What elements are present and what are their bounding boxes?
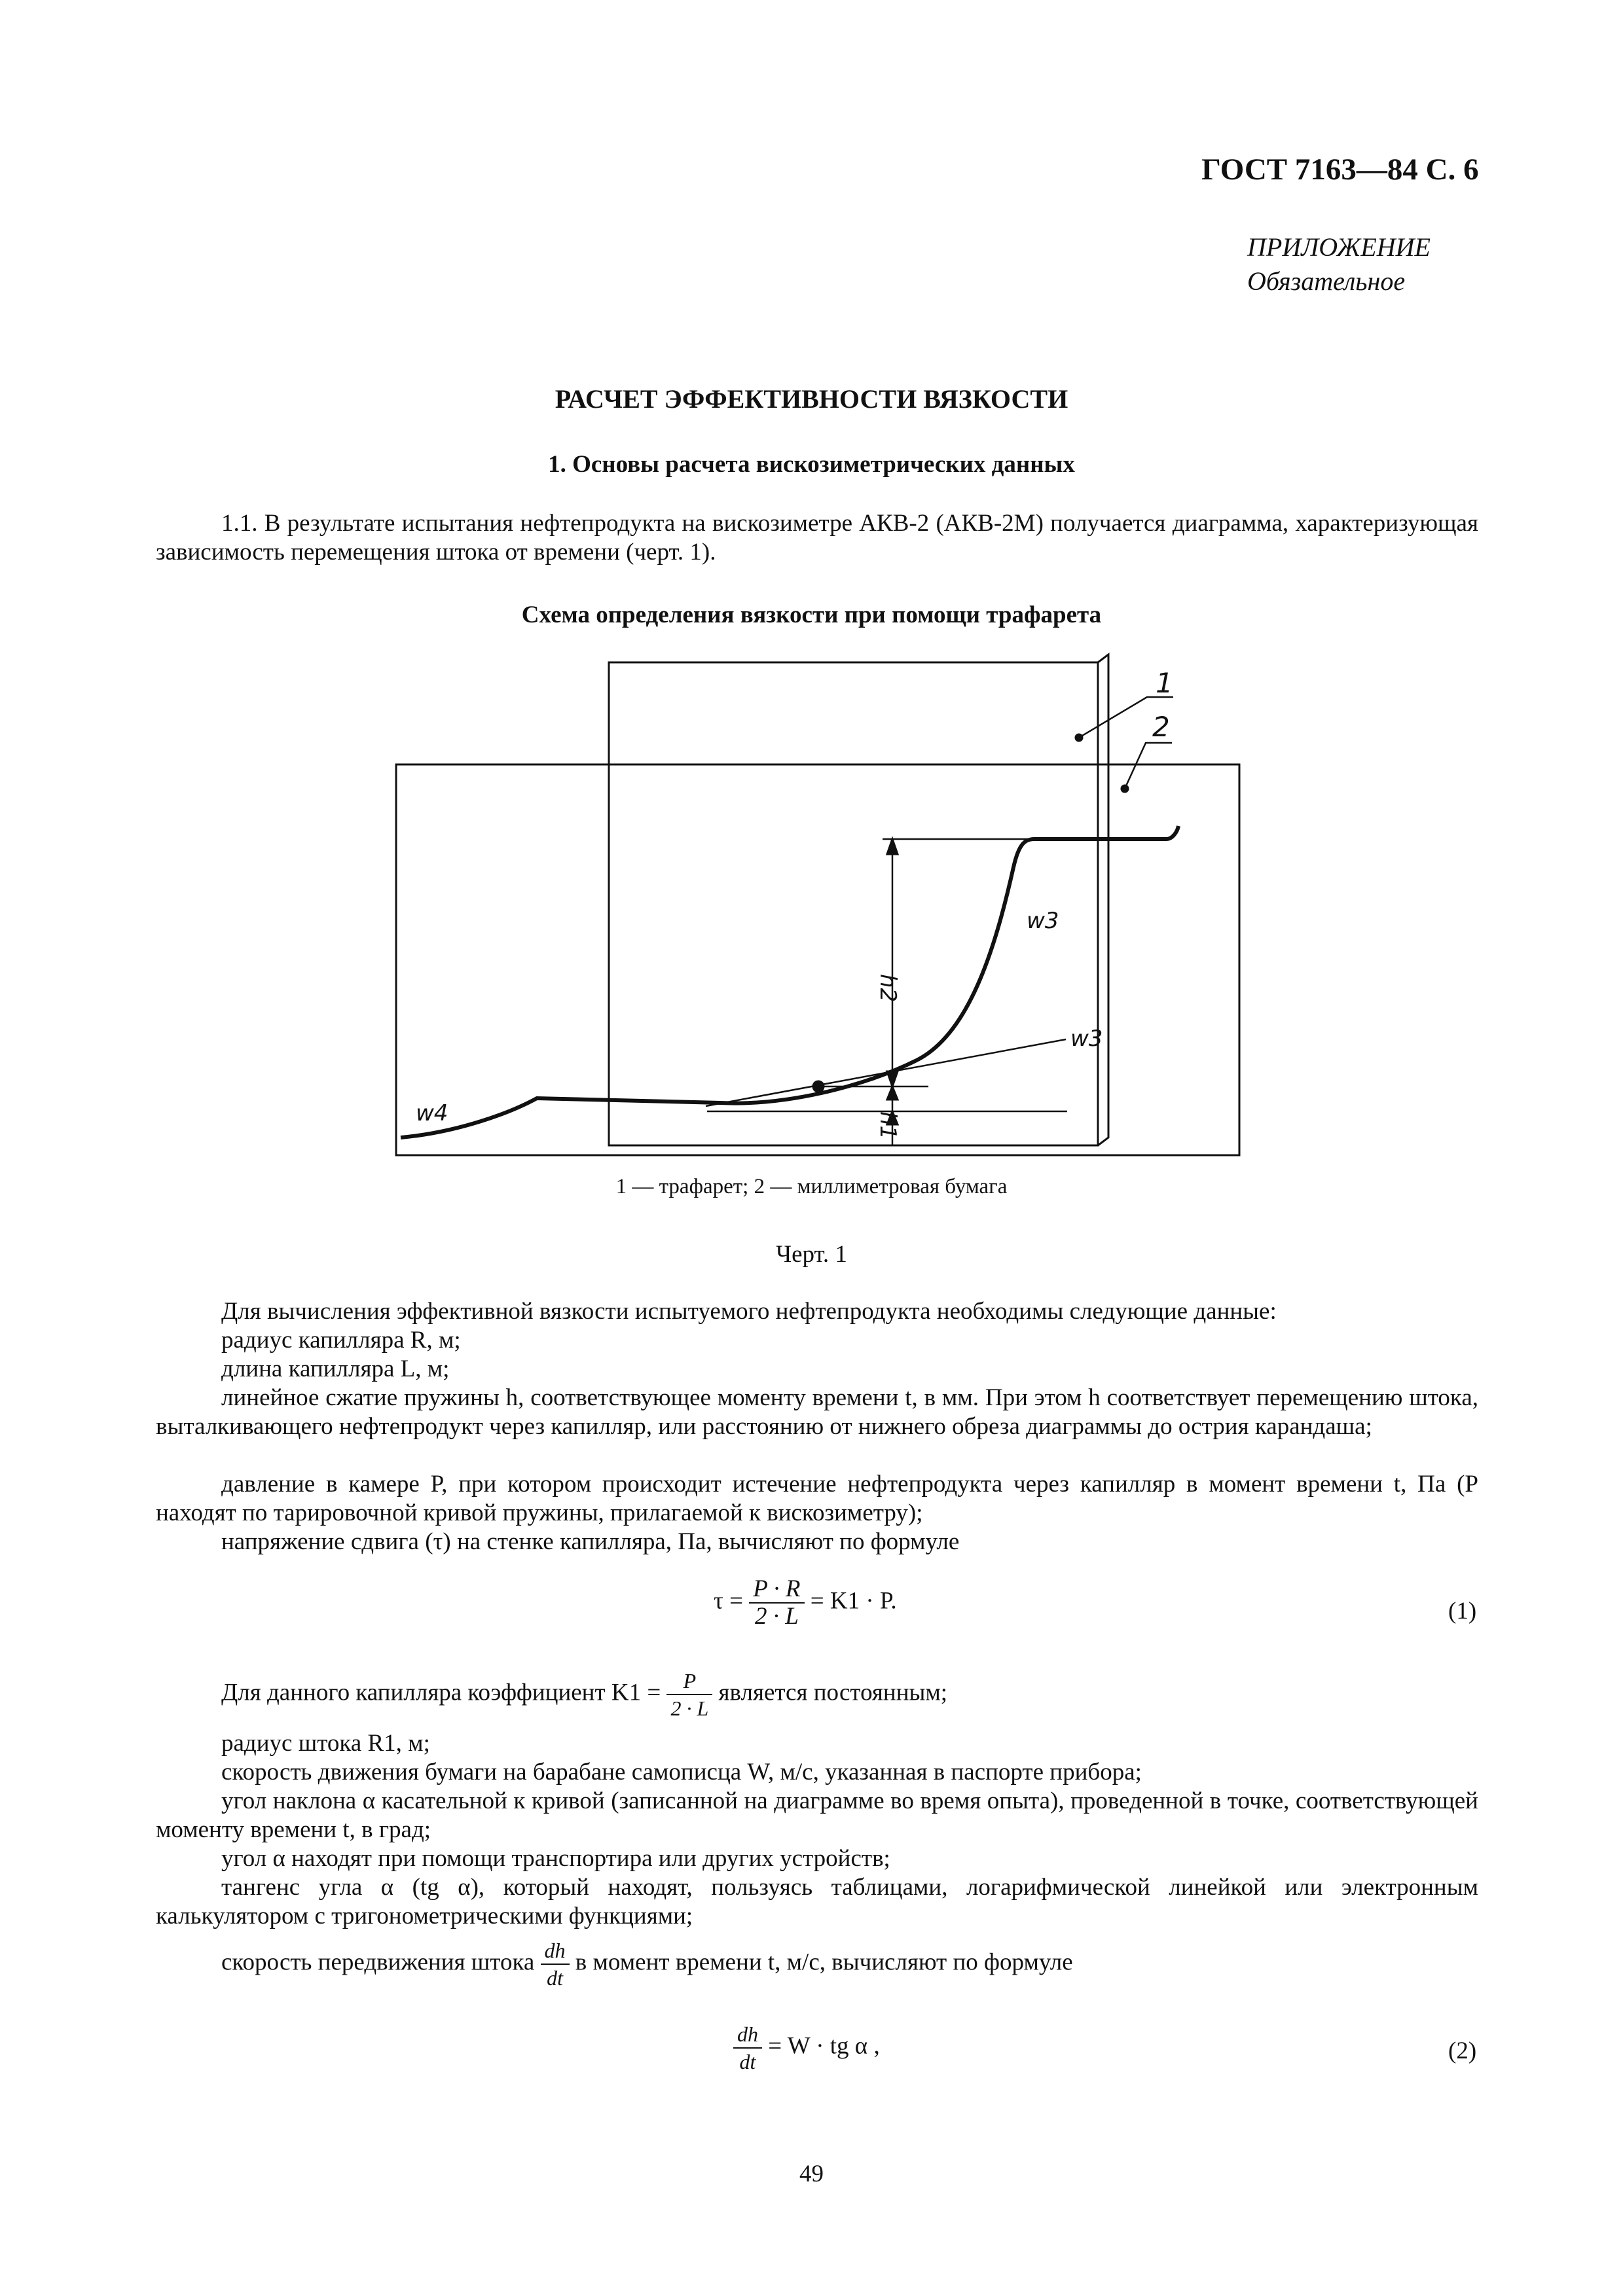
paragraph-tangent: тангенс угла α (tg α), который находят, пользуясь таблицами, логарифмической линейкой или электронным калькулятором с тригонометрическими функциями; [156,1874,1478,1929]
leader-1-dot [1076,734,1082,741]
paragraph-angle: угол наклона α касательной к кривой (записанной на диаграмме во время опыта), проведенной в точке, соответствующей моменту времени t, в град; [156,1787,1478,1843]
text-line-rod: радиус штока R1, м; [221,1730,430,1757]
velocity-line [221,1937,1073,1991]
graph-paper-rect [396,764,1239,1155]
text-line-shear: напряжение сдвига (τ) на стенке капилляра, Па, вычисляют по формуле [221,1528,960,1555]
k1-denominator: 2 · L [670,1696,709,1720]
h1-label: h1 [875,1111,901,1140]
figure-title: Схема определения вязкости при помощи трафарета [521,601,1102,628]
k1-numerator: P [666,1668,712,1695]
formula-1-numerator: P · R [749,1576,804,1604]
formula-1-left: τ = [714,1587,743,1615]
k1-fraction [666,1668,712,1721]
velocity-fraction [541,1937,570,1991]
w3-upper-label: w3 [1027,908,1059,934]
formula-2-numerator: dh [733,2021,762,2049]
h2-arrow-top [887,839,898,854]
velocity-numerator: dh [541,1937,570,1965]
formula-1-number: (1) [1448,1598,1477,1624]
label-2: 2 [1152,711,1170,743]
w3-lower-label: w3 [1070,1026,1103,1052]
stencil-rect [609,662,1098,1145]
section-title: 1. Основы расчета вискозиметрических данных [548,451,1075,478]
leader-2 [1125,743,1172,789]
velocity-denominator: dt [547,1966,563,1990]
appendix-label: ПРИЛОЖЕНИЕ [1247,232,1431,262]
figure-caption: 1 — трафарет; 2 — миллиметровая бумага [615,1175,1008,1198]
text-line-protractor: угол α находят при помощи транспортира или других устройств; [221,1845,890,1872]
page-number: 49 [799,2161,824,2187]
k1-suffix: является постоянным; [718,1679,948,1706]
formula-2-fraction [733,2021,762,2075]
leader-2-dot [1122,785,1128,792]
text-line-1: Для вычисления эффективной вязкости испытуемого нефтепродукта необходимы следующие данные: [221,1298,1277,1325]
text-line-2: радиус капилляра R, м; [221,1327,461,1354]
tangent-line [706,1039,1066,1106]
formula-2-number: (2) [1448,2037,1477,2064]
w4-label: w4 [416,1100,448,1126]
formula-2-denominator: dt [739,2050,756,2073]
text-line-3: длина капилляра L, м; [221,1355,450,1382]
formula-1 [714,1576,897,1630]
stencil-edge [1098,655,1108,1145]
formula-2-right: = W · tg α , [768,2032,880,2060]
paragraph-spring: линейное сжатие пружины h, соответствующее моменту времени t, в мм. При этом h соответствует перемещению штока, выталкивающего нефтепродукт через капилляр, или расстоянию от нижнего обреза диаграммы до острия карандаша; [156,1384,1478,1440]
appendix-status: Обязательное [1247,266,1406,296]
k1-line [221,1668,947,1721]
formula-1-denominator: 2 · L [754,1603,799,1630]
k1-prefix: Для данного капилляра коэффициент K1 = [221,1679,661,1706]
h2-label: h2 [875,974,901,1003]
velocity-prefix: скорость передвижения штока [221,1948,535,1976]
formula-1-fraction [749,1576,804,1630]
velocity-suffix: в момент времени t, м/с, вычисляют по формуле [575,1948,1073,1976]
document-code: ГОСТ 7163—84 С. 6 [1201,152,1479,187]
label-1: 1 [1156,667,1173,699]
page-title: РАСЧЕТ ЭФФЕКТИВНОСТИ ВЯЗКОСТИ [555,384,1068,414]
formula-1-right: = K1 · P. [810,1587,897,1615]
paragraph-1-1: 1.1. В результате испытания нефтепродукта на вискозиметре АКВ-2 (АКВ-2М) получается диаграмма, характеризующая зависимость перемещения штока от времени (черт. 1). [156,510,1478,565]
text-line-paper-speed: скорость движения бумаги на барабане самописца W, м/с, указанная в паспорте прибора; [221,1759,1142,1785]
h1-arrow-top [887,1086,898,1100]
figure-number: Черт. 1 [776,1241,847,1268]
paragraph-pressure: давление в камере P, при котором происходит истечение нефтепродукта через капилляр в момент времени t, Па (P находят по тарировочной кривой пружины, прилагаемой к вискозиметру); [156,1471,1478,1526]
formula-2 [733,2021,880,2075]
